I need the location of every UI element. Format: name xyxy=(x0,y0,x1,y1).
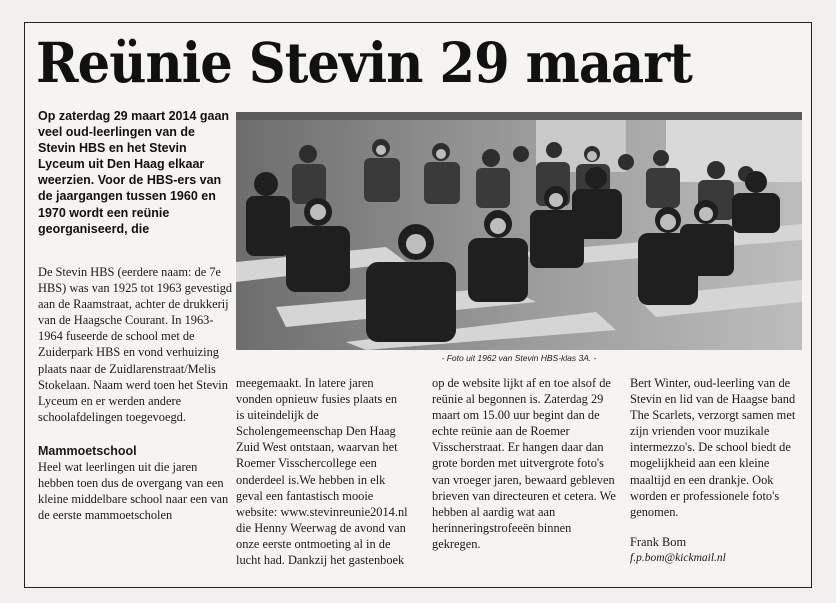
article-lead: Op zaterdag 29 maart 2014 gaan veel oud-leerlingen van de Stevin HBS en het Stevin Lyceum uit Den Haag elkaar weerzien. Voor de HBS-ers van de jaargangen tussen 1960 en 1970 wordt een reünie georganiseerd, die xyxy=(38,109,230,236)
article-column-1 xyxy=(38,264,234,523)
class-photo-image xyxy=(236,112,802,350)
article-column-2 xyxy=(236,375,408,568)
article-column-3 xyxy=(432,375,618,552)
column-4-paragraph: Bert Winter, oud-leerling van de Stevin en lid van de Haagse band The Scarlets, verzorgt samen met zijn vrienden voor muzikale intermezzo's. De school biedt de mogelijkheid aan een kleine maaltijd en een drankje. Ook worden er professionele foto's genomen. xyxy=(630,376,796,519)
article-headline: Reünie Stevin 29 maart xyxy=(36,30,692,95)
column-3-paragraph: op de website lijkt af en toe alsof de reünie al begonnen is. Zaterdag 29 maart om 15.00 uur begint dan de echte reünie aan de Roemer Visscherstraat. Er hangen daar dan grote borden met uitvergrote foto's van vroeger jaren, bewaard gebleven brieven van directeuren et cetera. We hebben al aardig wat aan herinneringstrofeeën binnen gekregen. xyxy=(432,376,616,551)
class-photo xyxy=(236,112,802,350)
section-subhead: Mammoetschool xyxy=(38,443,137,458)
author-email: f.p.bom@kickmail.nl xyxy=(630,551,726,564)
column-2-paragraph: meegemaakt. In latere jaren vonden opnieuw fusies plaats en is uiteindelijk de Scholengemeenschap Den Haag Zuid West ontstaan, waarvan het Roemer Visschercollege een onderdeel is.We hebben in elk geval een fantastisch mooie website: www.stevinreunie2014.nl die Henny Weerwag de avond van onze eerste ontmoeting al in de lucht had. Dankzij het gastenboek xyxy=(236,376,408,568)
article-column-4 xyxy=(630,375,800,566)
photo-caption: - Foto uit 1962 van Stevin HBS-klas 3A. - xyxy=(441,353,597,363)
column-1-paragraph: De Stevin HBS (eerdere naam: de 7e HBS) was van 1925 tot 1963 gevestigd aan de Raamstraat, achter de drukkerij van de Haagsche Courant. In 1963-1964 fuseerde de school met de Zuiderpark HBS en vond verhuizing plaats naar de Zuidlarenstraat/Melis Stokelaan. Naam werd toen het Stevin Lyceum en er werden andere schoolafdelingen toegevoegd. xyxy=(38,265,233,424)
author-name: Frank Bom xyxy=(630,534,687,549)
column-1-paragraph-2: Heel wat leerlingen uit die jaren hebben toen dus de overgang van een kleine middelbare school naar een van de eerste mammoetscholen xyxy=(38,460,229,523)
